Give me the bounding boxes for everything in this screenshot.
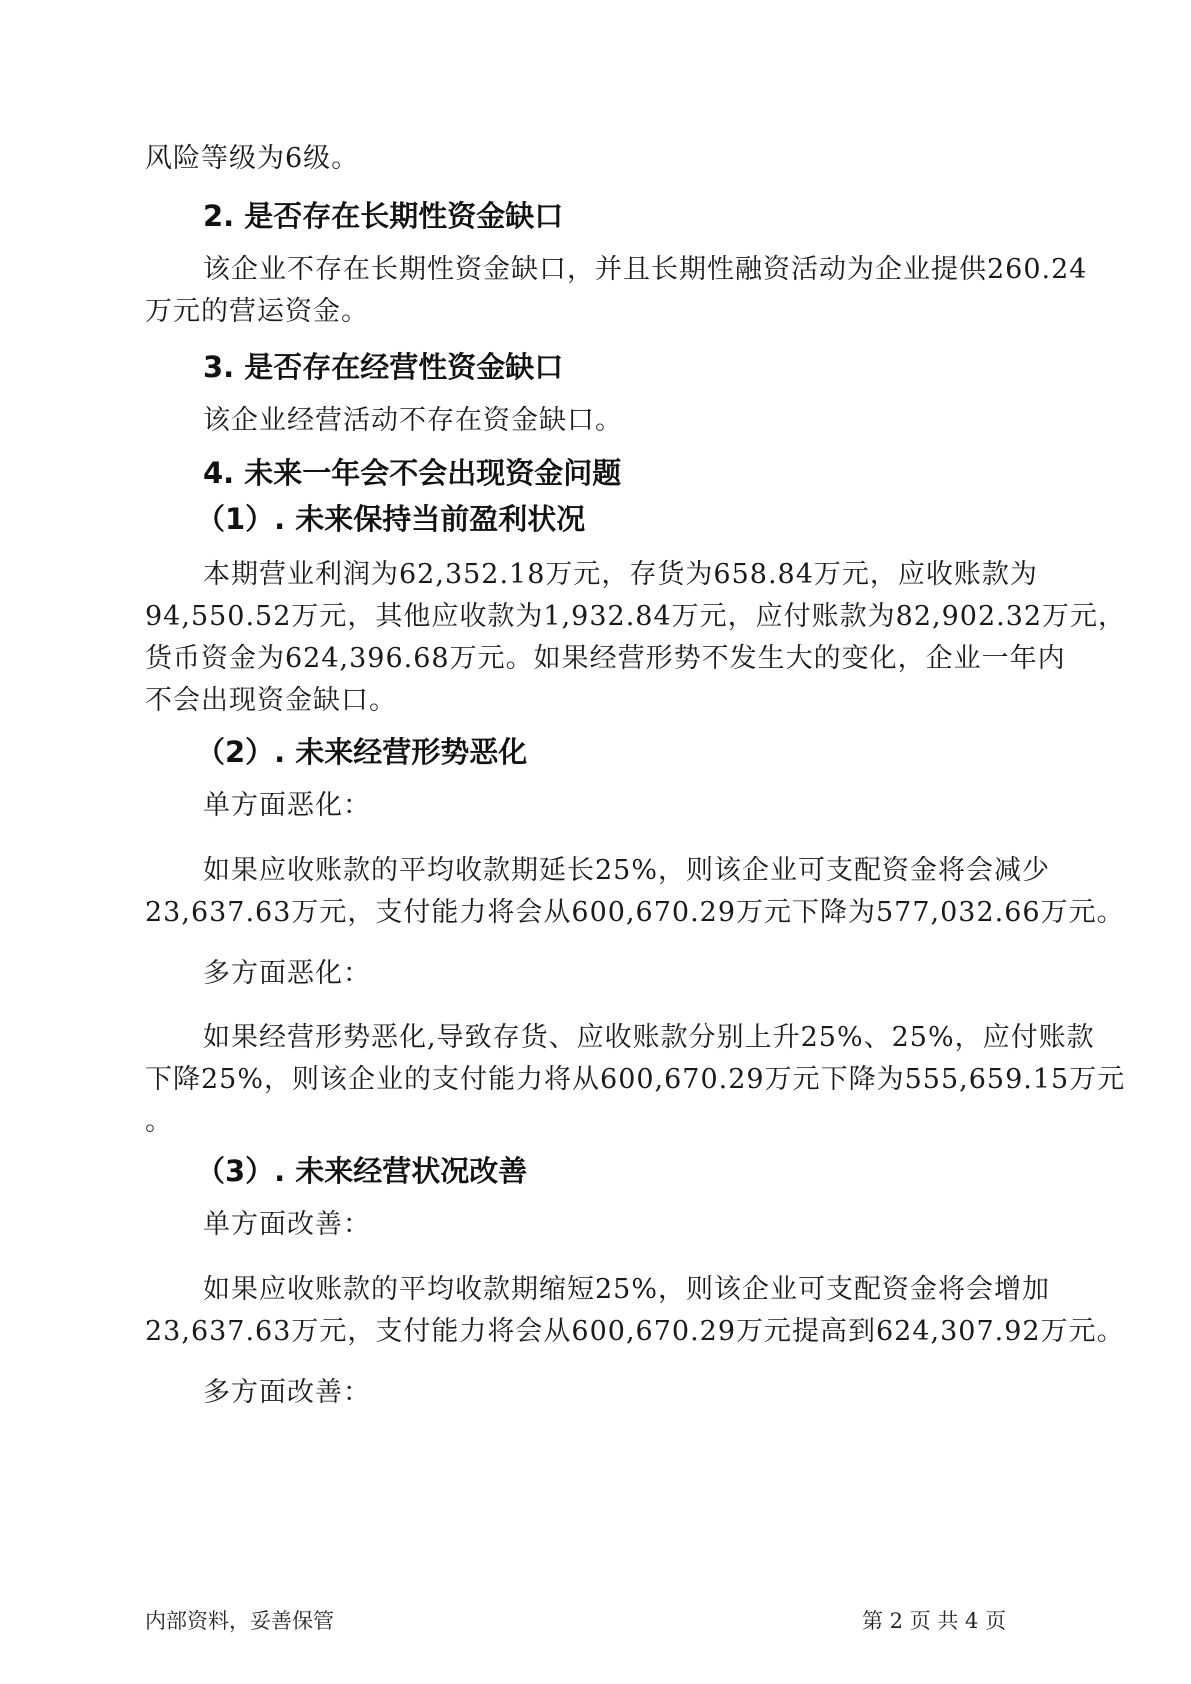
paragraph-multi-det-line2: 下降25%，则该企业的支付能力将从600,670.29万元下降为555,659.15万元 <box>145 1064 1126 1095</box>
paragraph-multi-det-line3: 。 <box>145 1106 173 1137</box>
paragraph-multi-det-line1: 如果经营形势恶化,导致存货、应收账款分别上升25%、25%，应付账款 <box>203 1022 1095 1053</box>
heading-next-year: 4. 未来一年会不会出现资金问题 <box>203 456 622 490</box>
footer-confidential: 内部资料，妥善保管 <box>145 1609 334 1633</box>
paragraph-multi-improvement: 多方面改善： <box>203 1377 371 1408</box>
paragraph-single-improvement: 单方面改善： <box>203 1209 371 1240</box>
paragraph-profit-line2: 94,550.52万元，其他应收款为1,932.84万元，应付账款为82,902.32万元， <box>145 601 1127 632</box>
paragraph-operating-gap: 该企业经营活动不存在资金缺口。 <box>203 405 623 436</box>
subheading-maintain-profit: （1）. 未来保持当前盈利状况 <box>196 502 586 536</box>
paragraph-profit-line4: 不会出现资金缺口。 <box>145 685 397 716</box>
paragraph-long-term-line1: 该企业不存在长期性资金缺口，并且长期性融资活动为企业提供260.24 <box>203 254 1088 285</box>
paragraph-long-term-line2: 万元的营运资金。 <box>145 296 369 327</box>
paragraph-profit-line3: 货币资金为624,396.68万元。如果经营形势不发生大的变化，企业一年内 <box>145 643 1066 674</box>
subheading-improvement: （3）. 未来经营状况改善 <box>196 1154 528 1188</box>
heading-operating-gap: 3. 是否存在经营性资金缺口 <box>203 350 564 384</box>
paragraph-single-imp-line2: 23,637.63万元，支付能力将会从600,670.29万元提高到624,307.92万元。 <box>145 1316 1125 1347</box>
subheading-deterioration: （2）. 未来经营形势恶化 <box>196 735 528 769</box>
paragraph-single-deterioration: 单方面恶化： <box>203 790 371 821</box>
paragraph-profit-line1: 本期营业利润为62,352.18万元，存货为658.84万元，应收账款为 <box>203 559 1038 590</box>
paragraph-multi-deterioration: 多方面恶化： <box>203 958 371 989</box>
footer-page-number: 第 2 页 共 4 页 <box>862 1609 1007 1633</box>
heading-long-term-gap: 2. 是否存在长期性资金缺口 <box>203 199 564 233</box>
paragraph-risk-level: 风险等级为6级。 <box>145 143 360 174</box>
paragraph-single-det-line1: 如果应收账款的平均收款期延长25%，则该企业可支配资金将会减少 <box>203 855 1051 886</box>
paragraph-single-imp-line1: 如果应收账款的平均收款期缩短25%，则该企业可支配资金将会增加 <box>203 1274 1051 1305</box>
paragraph-single-det-line2: 23,637.63万元，支付能力将会从600,670.29万元下降为577,032.66万元。 <box>145 897 1125 928</box>
